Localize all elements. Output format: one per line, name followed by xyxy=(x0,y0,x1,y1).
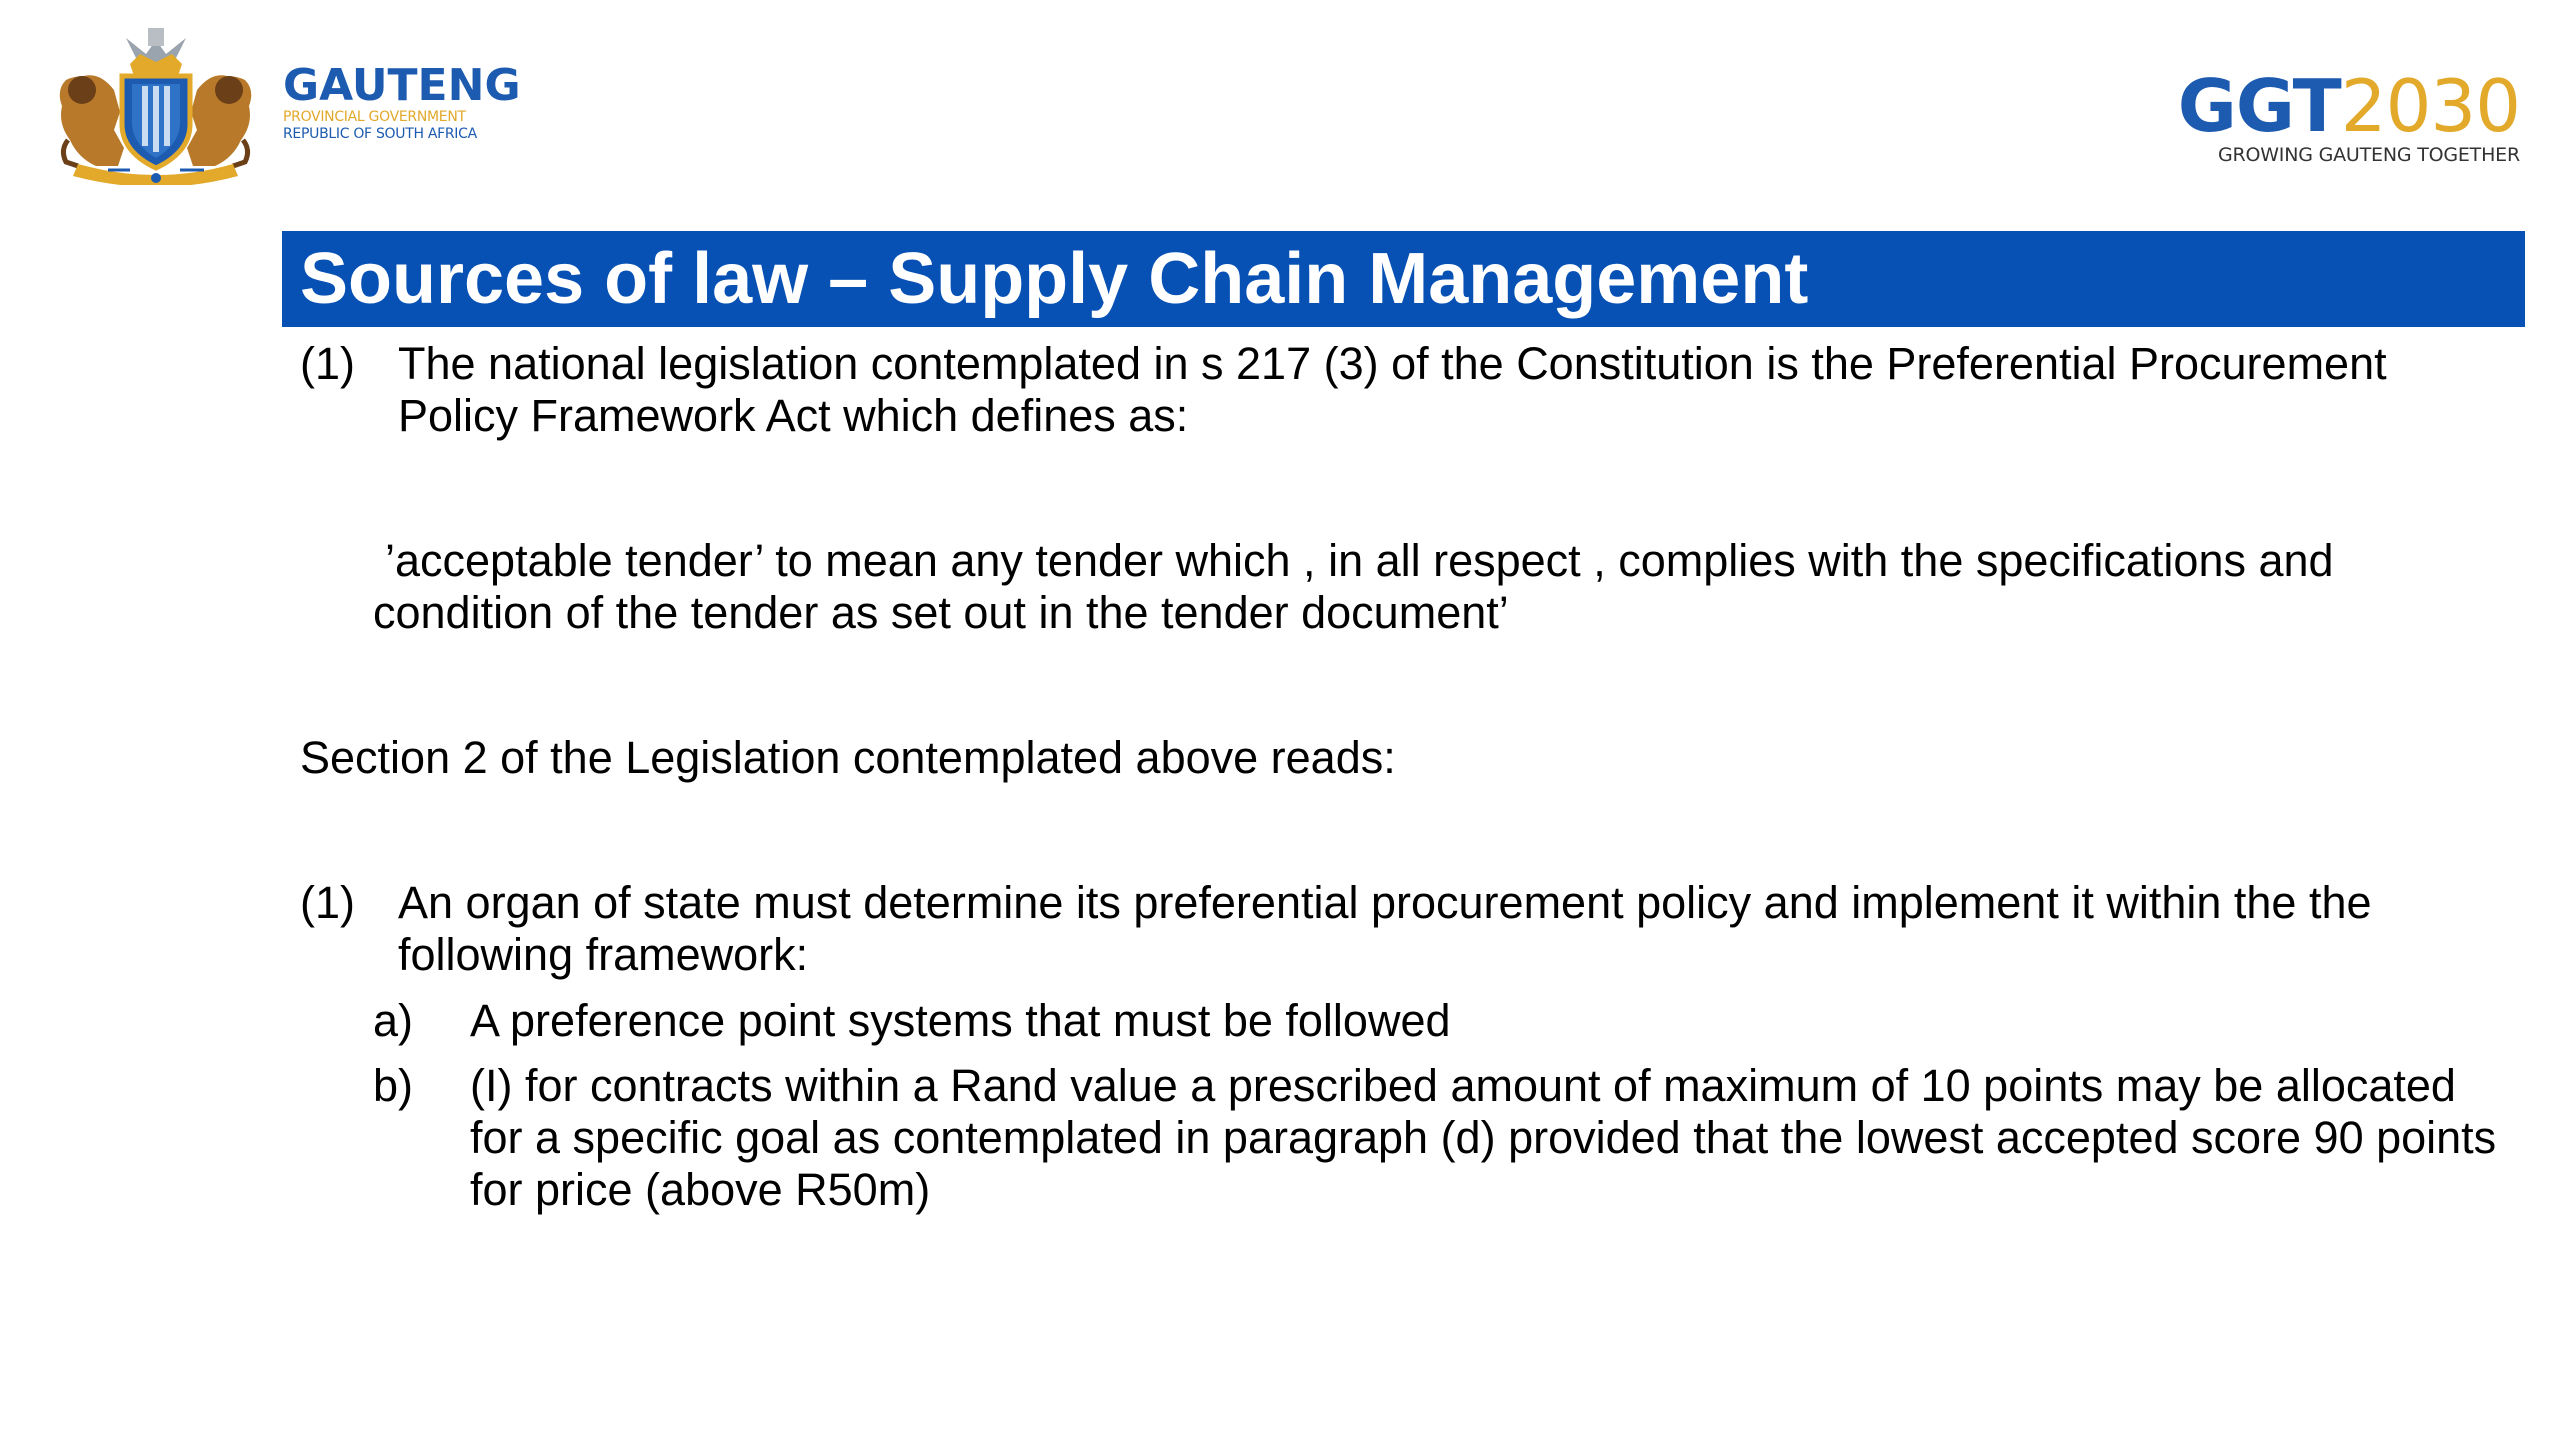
sub-item-text: (I) for contracts within a Rand value a prescribed amount of maximum of 10 points may be allocated for a specific goal as contemplated in paragraph (d) provided that the lowest accepted score 90 points for price (above R50m) xyxy=(470,1060,2497,1215)
section-heading-line: Section 2 of the Legislation contemplated above reads: xyxy=(300,732,1396,783)
year-part: 2030 xyxy=(2340,64,2520,148)
ggt2030-tagline: GROWING GAUTENG TOGETHER xyxy=(2217,144,2520,166)
ggt2030-logo xyxy=(2177,64,2520,166)
item-number: (1) xyxy=(300,338,355,389)
gauteng-name: GAUTENG xyxy=(283,59,521,111)
sub-item-text: A preference point systems that must be followed xyxy=(470,995,1451,1046)
item-text: An organ of state must determine its preferential procurement policy and implement it within the the following framework: xyxy=(398,877,2372,980)
title-banner xyxy=(282,231,2525,327)
ggt-part: GGT xyxy=(2177,64,2341,148)
definition-quote: ’acceptable tender’ to mean any tender which , in all respect , complies with the specifications and condition of the tender as set out in the tender document’ xyxy=(373,535,2334,638)
coat-of-arms-icon xyxy=(48,20,263,185)
slide-body xyxy=(300,338,2500,1216)
sub-list-item xyxy=(373,1060,2500,1216)
list-item xyxy=(300,338,2500,442)
gauteng-subtitle-provincial: PROVINCIAL GOVERNMENT xyxy=(283,108,466,125)
item-number: (1) xyxy=(300,877,355,928)
ggt2030-wordmark xyxy=(2177,64,2520,148)
gauteng-logo xyxy=(48,20,521,185)
sub-item-label: b) xyxy=(373,1060,414,1111)
slide-title: Sources of law – Supply Chain Management xyxy=(300,239,1809,319)
sub-list-item xyxy=(373,995,2500,1047)
gauteng-wordmark xyxy=(283,59,521,143)
gauteng-subtitle-republic: REPUBLIC OF SOUTH AFRICA xyxy=(283,125,477,142)
sub-item-label: a) xyxy=(373,995,414,1046)
list-item xyxy=(300,877,2500,981)
item-text: The national legislation contemplated in s 217 (3) of the Constitution is the Preferential Procurement Policy Framework Act which defines as: xyxy=(398,338,2387,441)
